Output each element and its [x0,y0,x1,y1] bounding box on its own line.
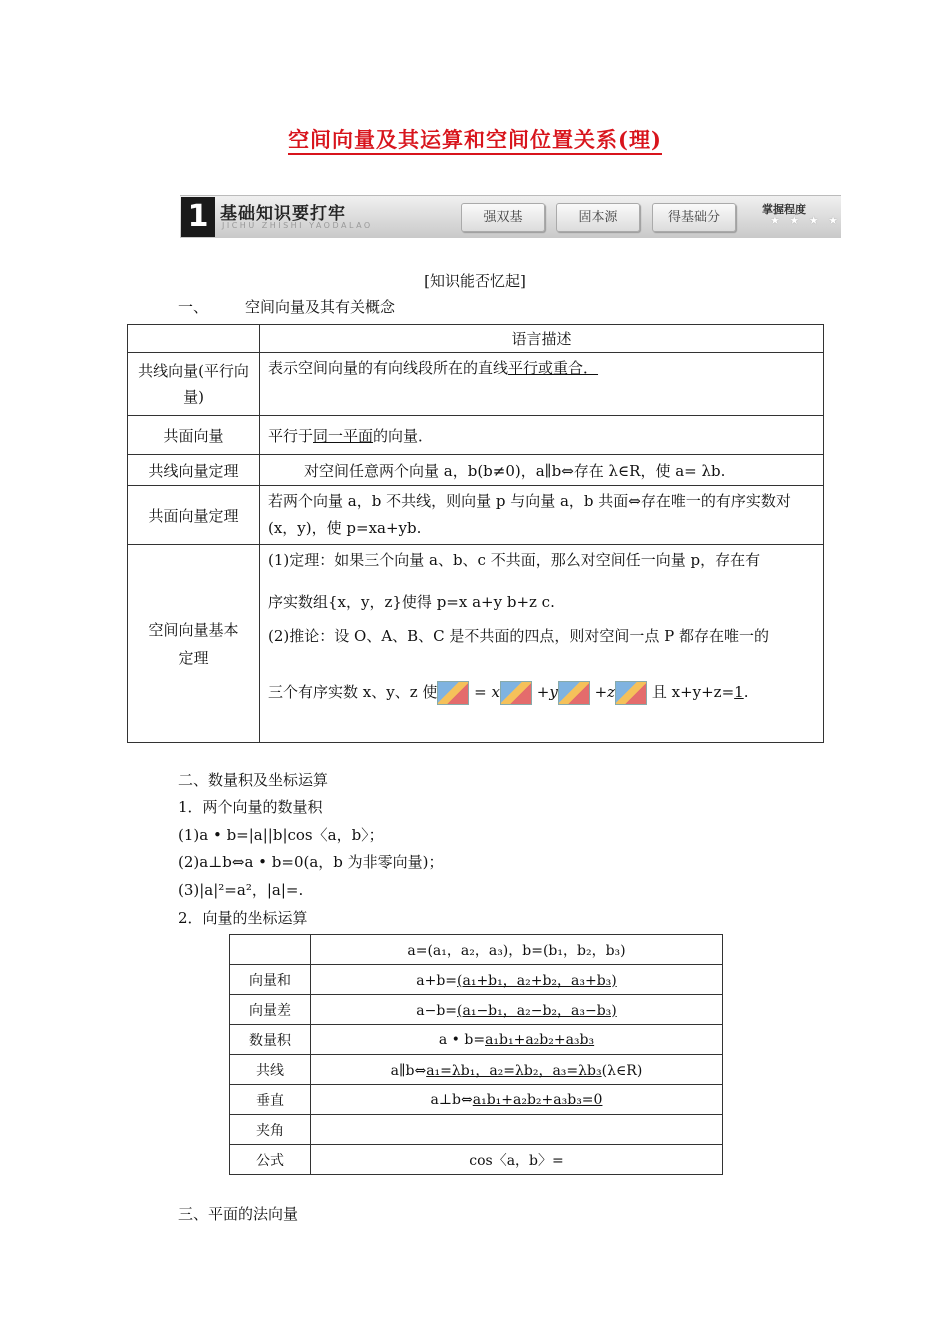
banner-button-1[interactable]: 强双基 [461,203,545,232]
page-title: 空间向量及其运算和空间位置关系(理) [0,124,950,154]
row-desc-2: 序实数组{x，y，z}使得 p=x a+y b+z c. [268,593,555,611]
row-desc-4: 三个有序实数 x、y、z 使 = x +y +z 且 x+y+z=1. [268,679,815,705]
row-desc: 若两个向量 a，b 不共线，则向量 p 与向量 a，b 共面⇔存在唯一的有序实数对(x，y)，使 p=xa+yb. [260,486,824,545]
row-value: a₁b₁+a₂b₂+a₃b₃ [485,1031,595,1048]
desc4-z: z [607,683,616,701]
banner-button-2[interactable]: 固本源 [556,203,640,232]
section-heading: [知识能否忆起] [424,272,526,290]
desc4-end: . [743,683,749,701]
row-post: (λ∈R) [601,1062,643,1079]
part1-number: 一、 [178,298,209,316]
desc4-x: x [491,683,500,701]
table-row [230,1115,723,1145]
row-desc: 对空间任意两个向量 a，b(b≠0)，a∥b⇔存在 λ∈R，使 a= λb. [260,455,824,486]
desc4-eq: = [474,683,487,701]
row-name: 共面向量 [128,416,260,455]
coordinate-table [229,934,723,1175]
row-value: (a₁+b₁，a₂+b₂，a₃+b₃) [457,972,617,989]
row-desc-post: 的向量． [373,426,434,445]
table-row [230,1055,723,1085]
row-name: 共线向量定理 [128,455,260,486]
row-value: cos〈a，b〉= [311,1145,723,1175]
row-pre: a∥b⇔ [390,1062,427,1079]
concept-table [127,324,824,743]
row-label: 向量差 [230,995,311,1025]
table-row [230,965,723,995]
table-row [128,486,824,545]
table-row [230,1085,723,1115]
desc4-y: y [549,683,558,701]
table-row [230,1025,723,1055]
part2-sub2: 2．向量的坐标运算 [178,909,308,927]
desc4-pre: 三个有序实数 x、y、z 使 [268,683,438,701]
row-label: 向量和 [230,965,311,995]
row-value: (a₁−b₁，a₂−b₂，a₃−b₃) [457,1002,617,1019]
row-pre: a−b= [416,1002,458,1019]
row-label: 公式 [230,1145,311,1175]
vector-op-image [437,681,469,705]
row-pre: a⊥b⇔ [430,1091,473,1108]
part2-item-1: (1)a • b=|a||b|cos〈a，b〉； [178,826,384,844]
row-name: 空间向量基本定理 [128,545,260,743]
row-name: 共面向量定理 [128,486,260,545]
part2-item-2: (2)a⊥b⇔a • b=0(a，b 为非零向量)； [178,853,444,871]
row-desc-underline: 平行或重合． [508,359,599,377]
part2-sub1: 1．两个向量的数量积 [178,798,323,816]
part2-item-3: (3)|a|²=a²，|a|=. [178,881,304,899]
banner-pinyin: JICHU ZHISHI YAODALAO [222,221,373,230]
table-header: a=(a₁，a₂，a₃)，b=(b₁，b₂，b₃) [311,935,723,965]
part3-title: 三、平面的法向量 [178,1205,299,1223]
table-row [128,416,824,455]
row-name: 共线向量(平行向量) [128,353,260,416]
table-row [128,455,824,486]
row-value [311,1115,723,1145]
table-row [128,545,824,743]
vector-oc-image [615,681,647,705]
row-label: 数量积 [230,1025,311,1055]
row-desc: 表示空间向量的有向线段所在的直线 [268,359,509,377]
banner-number: 1 [181,197,215,237]
banner-button-3[interactable]: 得基础分 [652,203,736,232]
table-row [128,353,824,416]
table-header: 语言描述 [260,325,824,353]
row-label: 垂直 [230,1085,311,1115]
table-row [230,995,723,1025]
part2-title: 二、数量积及坐标运算 [178,771,329,789]
row-desc-underline: 同一平面 [313,426,374,445]
row-desc-3: (2)推论：设 O、A、B、C 是不共面的四点，则对空间一点 P 都存在唯一的 [268,627,770,645]
vector-oa-image [500,681,532,705]
vector-ob-image [558,681,590,705]
banner-level-label: 掌握程度 [762,203,806,216]
table-header-empty [128,325,260,353]
row-pre: a+b= [416,972,458,989]
row-value: a₁=λb₁，a₂=λb₂，a₃=λb₃ [426,1062,602,1079]
row-desc-1: (1)定理：如果三个向量 a、b、c 不共面，那么对空间任一向量 p，存在有 [268,551,761,569]
star-icons: ★ ★ ★ ★ [770,214,841,227]
row-value: a₁b₁+a₂b₂+a₃b₃=0 [472,1091,603,1108]
part1-title: 空间向量及其有关概念 [245,298,396,316]
banner-title: 基础知识要打牢 [220,204,346,224]
table-row [230,1145,723,1175]
table-header-empty [230,935,311,965]
row-label: 夹角 [230,1115,311,1145]
row-pre: a • b= [438,1031,486,1048]
row-label: 共线 [230,1055,311,1085]
desc4-post: 且 x+y+z= [651,683,735,701]
row-desc: 平行于 [268,426,314,445]
desc4-one: 1 [734,683,744,701]
